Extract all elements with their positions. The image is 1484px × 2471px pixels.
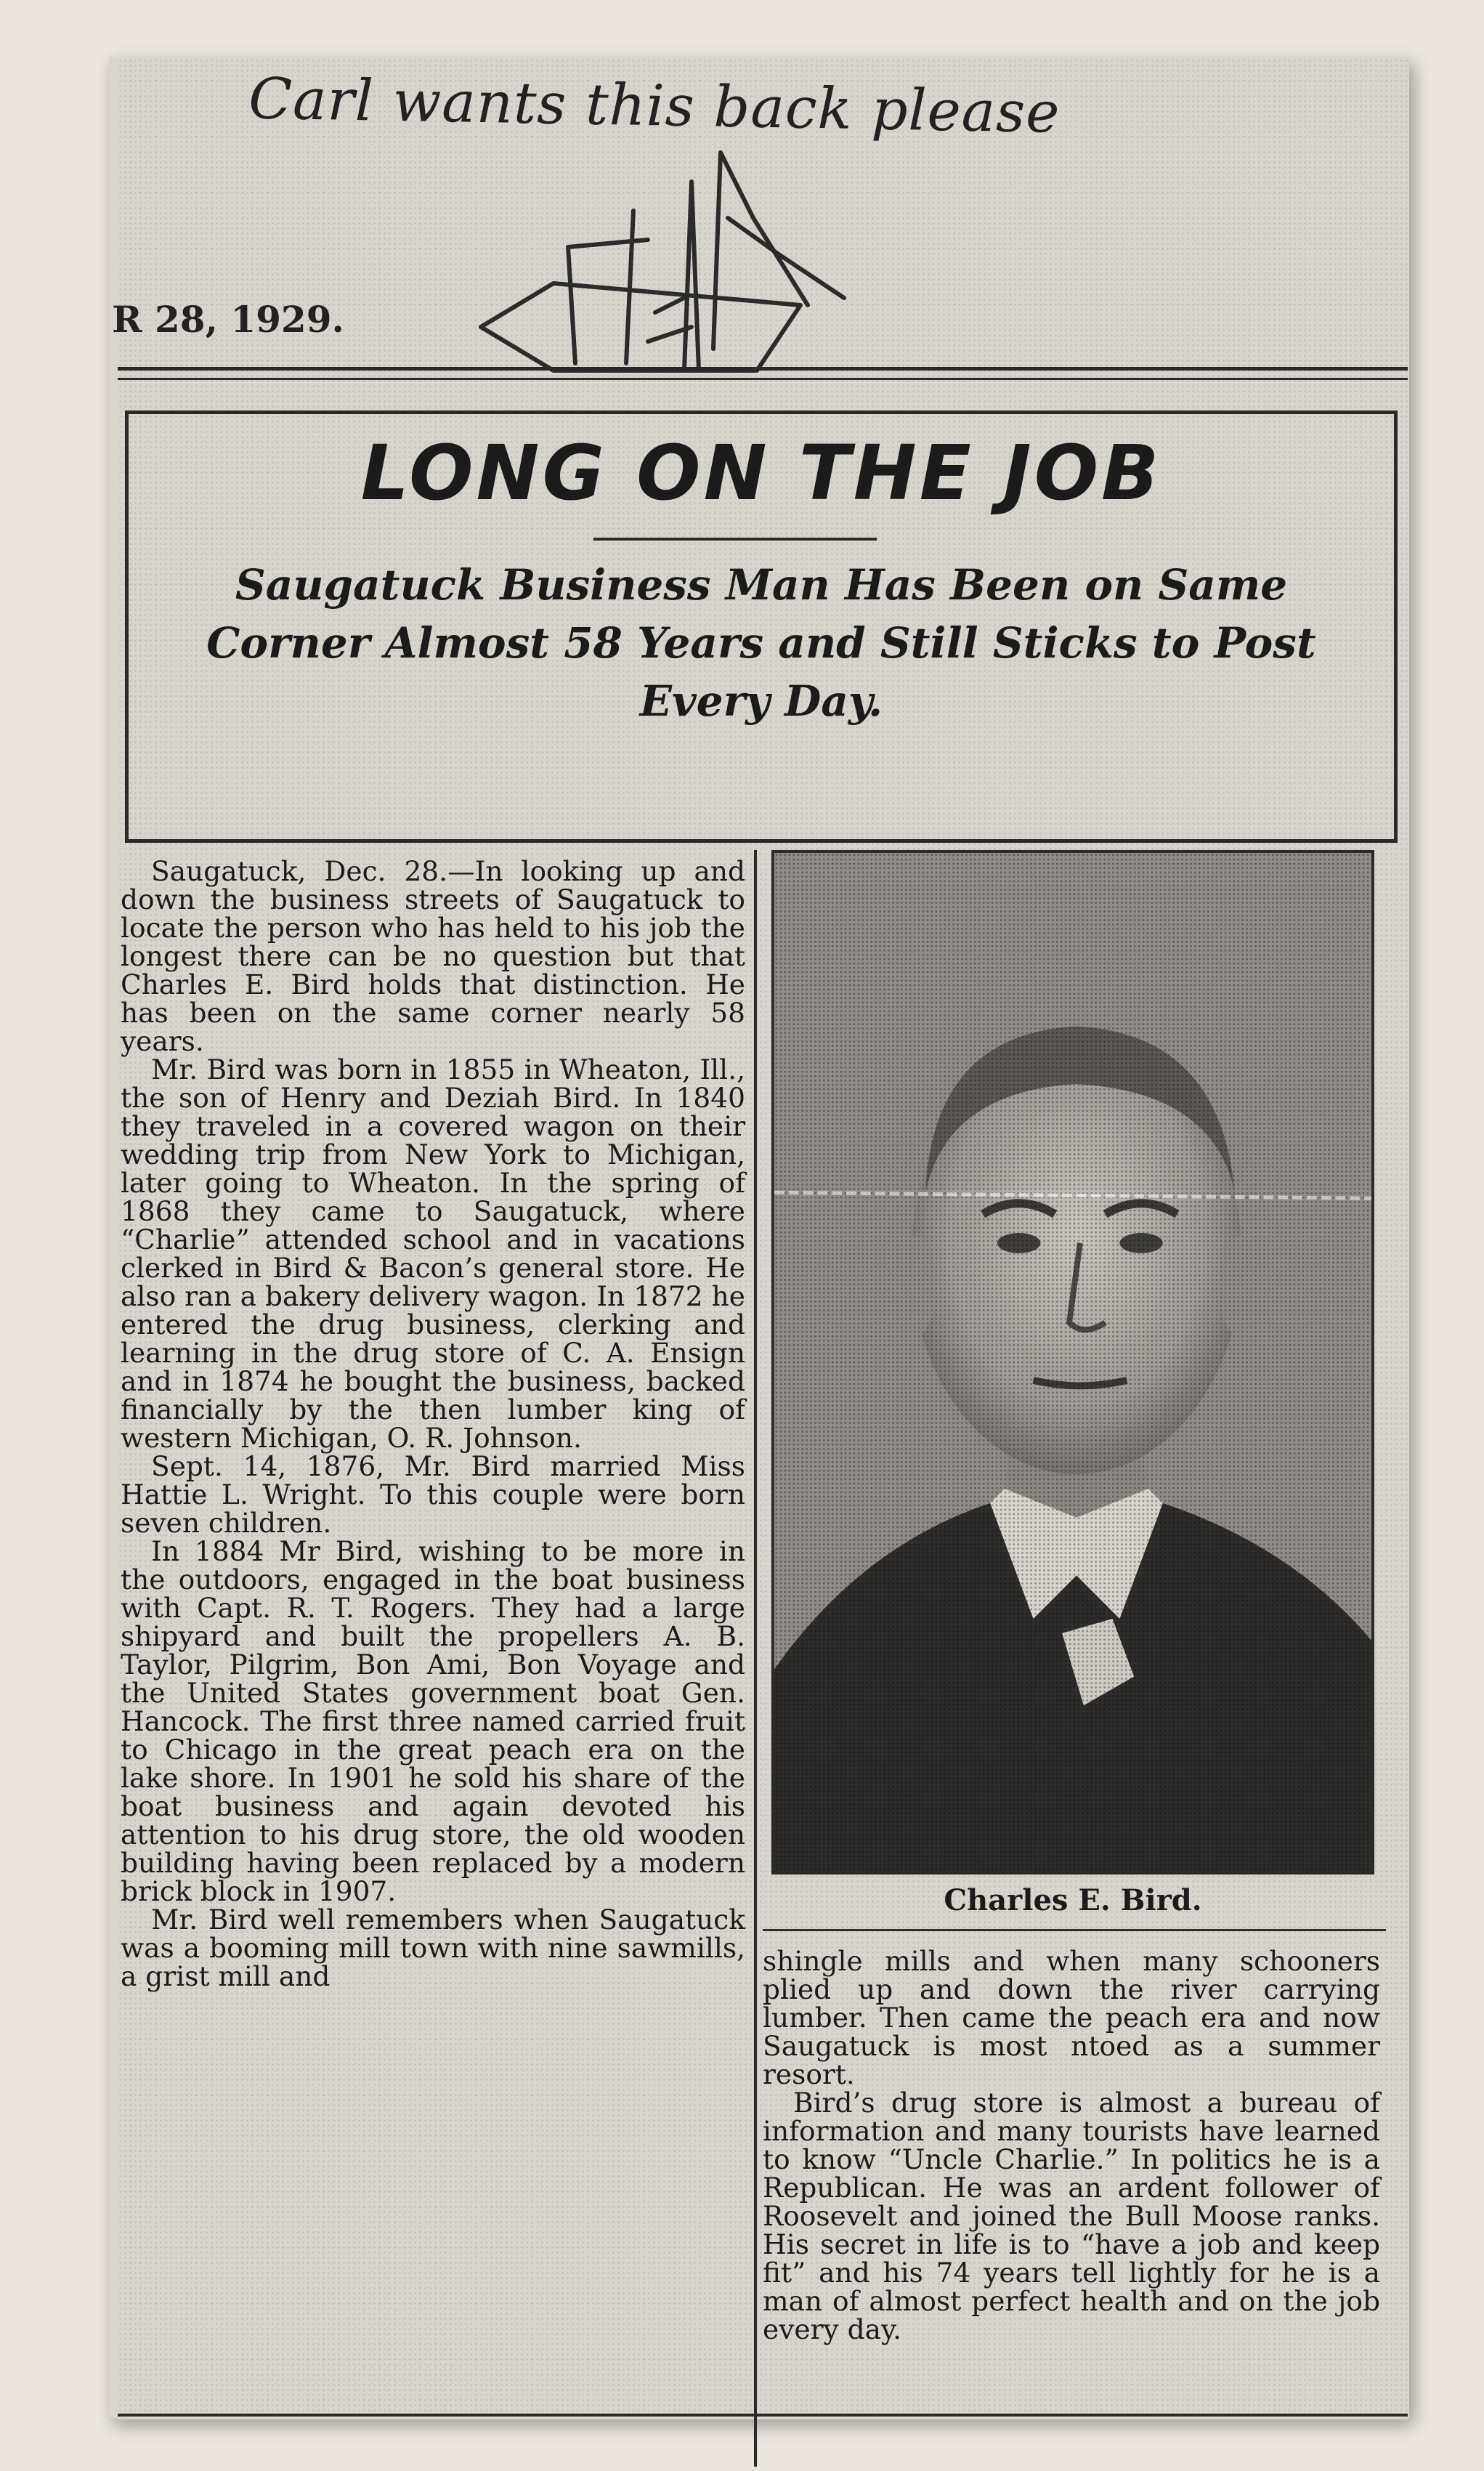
subheadline: Saugatuck Business Man Has Been on Same Corner Almost 58 Years and Still Sticks to Post Every Day. bbox=[206, 560, 1316, 726]
paragraph: In 1884 Mr Bird, wishing to be more in the outdoors, engaged in the boat business with Capt. R. T. Rogers. They had a large shipyard and built the propellers A. B. Taylor, Pilgrim, Bon Ami, Bon Voyage and the United States government boat Gen. Hancock. The first three named carried fruit to Chicago in the great peach era on the lake shore. In 1901 he sold his share of the boat business and again devoted his attention to his drug store, the old wooden building having been replaced by a modern brick block in 1907. bbox=[121, 1535, 745, 1907]
portrait-photo bbox=[771, 850, 1374, 1875]
dateline: R 28, 1929. bbox=[112, 298, 344, 341]
sailboat-doodle-icon bbox=[466, 131, 873, 414]
right-column bbox=[763, 1947, 1380, 2456]
paragraph: Saugatuck, Dec. 28.—In looking up and down the business streets of Saugatuck to locate the person who has held to his job the longest there can be no question but that Charles E. Bird holds that distinction. He has been on the same corner nearly 58 years. bbox=[121, 855, 745, 1057]
headline: LONG ON THE JOB bbox=[360, 429, 1162, 517]
paragraph: Mr. Bird well remembers when Saugatuck was a booming mill town with nine sawmills, a grist mill and bbox=[121, 1904, 745, 1992]
caption-rule bbox=[763, 1929, 1386, 1931]
headline-box bbox=[125, 411, 1398, 843]
bottom-rule bbox=[118, 2414, 1408, 2417]
newspaper-clipping bbox=[112, 58, 1408, 2419]
top-rule bbox=[118, 367, 1408, 371]
paragraph: Mr. Bird was born in 1855 in Wheaton, Ill., the son of Henry and Deziah Bird. In 1840 they traveled in a covered wagon on their wedding trip from New York to Michigan, later going to Wheaton. In the spring of 1868 they came to Saugatuck, where “Charlie” attended school and in vacations clerked in Bird & Bacon’s general store. He also ran a bakery delivery wagon. In 1872 he entered the drug business, clerking and learning in the drug store of C. A. Ensign and in 1874 he bought the business, backed financially by the then lumber king of western Michigan, O. R. Johnson. bbox=[121, 1053, 745, 1454]
top-rule-thin bbox=[118, 378, 1408, 380]
handwritten-note: Carl wants this back please bbox=[248, 66, 1061, 146]
paragraph: shingle mills and when many schooners plied up and down the river carrying lumber. Then came the peach era and now Saugatuck is most ntoed as a summer resort. bbox=[763, 1945, 1380, 2090]
photo-caption: Charles E. Bird. bbox=[944, 1883, 1202, 1917]
paragraph: Sept. 14, 1876, Mr. Bird married Miss Hattie L. Wright. To this couple were born seven children. bbox=[121, 1450, 745, 1539]
portrait-image bbox=[774, 853, 1371, 1872]
left-column bbox=[121, 857, 745, 2470]
column-divider bbox=[754, 850, 757, 2467]
headline-divider bbox=[593, 538, 877, 541]
paragraph: Bird’s drug store is almost a bureau of information and many tourists have learned to know “Uncle Charlie.” In politics he is a Republican. He was an ardent follower of Roosevelt and joined the Bull Moose ranks. His secret in life is to “have a job and keep fit” and his 74 years tell lightly for he is a man of almost perfect health and on the job every day. bbox=[763, 2087, 1380, 2345]
